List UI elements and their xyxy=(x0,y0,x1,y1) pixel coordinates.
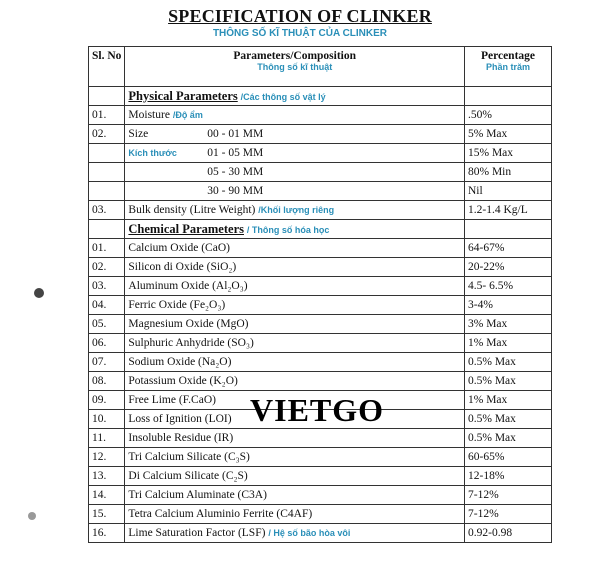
row-parameter: Calcium Oxide (CaO) xyxy=(125,239,465,258)
row-parameter: Silicon di Oxide (SiO₂) xyxy=(125,258,465,277)
header-parameters xyxy=(125,47,465,87)
header-percentage-label: Percentage xyxy=(480,50,536,62)
size-range: 00 - 01 MM xyxy=(207,128,264,140)
row-value: 7-12% xyxy=(465,505,552,524)
row-no: 15. xyxy=(89,505,125,524)
row-value: 3% Max xyxy=(465,315,552,334)
table-row xyxy=(89,353,552,372)
header-percentage xyxy=(465,47,552,87)
table-row xyxy=(89,239,552,258)
row-value: 12-18% xyxy=(465,467,552,486)
empty-cell xyxy=(89,182,125,201)
row-value: 3-4% xyxy=(465,296,552,315)
table-row-size xyxy=(89,182,552,201)
table-row xyxy=(89,467,552,486)
row-parameter: Magnesium Oxide (MgO) xyxy=(125,315,465,334)
size-range: 05 - 30 MM xyxy=(207,166,264,178)
document-subtitle: THÔNG SỐ KĨ THUẬT CỦA CLINKER xyxy=(212,28,388,39)
row-no: 06. xyxy=(89,334,125,353)
row-value: 1% Max xyxy=(465,391,552,410)
row-no: 12. xyxy=(89,448,125,467)
row-value: 0.92-0.98 xyxy=(465,524,552,543)
row-no: 02. xyxy=(89,258,125,277)
section-row-chemical xyxy=(89,220,552,239)
vietgo-watermark: VIETGO xyxy=(250,392,385,428)
row-parameter xyxy=(125,144,465,163)
size-range: 30 - 90 MM xyxy=(207,185,264,197)
row-parameter: Di Calcium Silicate (C₂S) xyxy=(125,467,465,486)
header-parameters-vn: Thông số kĩ thuật xyxy=(257,62,333,72)
row-value: 5% Max xyxy=(465,125,552,144)
header-sl-no: Sl. No xyxy=(89,47,125,87)
physical-section-title-cell xyxy=(125,87,465,106)
row-parameter xyxy=(125,163,465,182)
table-row xyxy=(89,296,552,315)
row-parameter-label: Bulk density (Litre Weight) xyxy=(128,204,256,216)
table-row xyxy=(89,315,552,334)
row-parameter-vn: /Độ ẩm xyxy=(172,110,203,120)
row-no: 11. xyxy=(89,429,125,448)
row-parameter-label: Moisture xyxy=(128,109,170,121)
header-percentage-vn: Phần trăm xyxy=(485,62,530,72)
row-parameter-label: Size xyxy=(128,128,149,140)
row-value: 60-65% xyxy=(465,448,552,467)
row-no: 13. xyxy=(89,467,125,486)
table-row xyxy=(89,372,552,391)
empty-cell xyxy=(89,144,125,163)
row-parameter: Ferric Oxide (Fe₂O₃) xyxy=(125,296,465,315)
row-parameter: Sodium Oxide (Na₂O) xyxy=(125,353,465,372)
table-row-size xyxy=(89,125,552,144)
row-value: 0.5% Max xyxy=(465,429,552,448)
document-title: SPECIFICATION OF CLINKER xyxy=(168,6,432,26)
row-parameter-label: Lime Saturation Factor (LSF) xyxy=(128,527,266,539)
row-parameter: Tetra Calcium Aluminio Ferrite (C4AF) xyxy=(125,505,465,524)
chemical-section-title-cell xyxy=(125,220,465,239)
empty-cell xyxy=(89,220,125,239)
row-value: 7-12% xyxy=(465,486,552,505)
table-row-lsf xyxy=(89,524,552,543)
row-parameter: Sulphuric Anhydride (SO₃) xyxy=(125,334,465,353)
row-parameter: Tri Calcium Silicate (C₃S) xyxy=(125,448,465,467)
row-value: 64-67% xyxy=(465,239,552,258)
header-parameters-label: Parameters/Composition xyxy=(233,50,357,62)
size-range: 01 - 05 MM xyxy=(207,147,264,159)
table-row xyxy=(89,429,552,448)
empty-cell xyxy=(89,163,125,182)
row-no: 03. xyxy=(89,277,125,296)
row-no: 07. xyxy=(89,353,125,372)
chemical-section-title-vn: / Thông số hóa học xyxy=(246,224,330,235)
table-row xyxy=(89,486,552,505)
table-row-moisture xyxy=(89,106,552,125)
empty-cell xyxy=(465,220,552,239)
row-no: 04. xyxy=(89,296,125,315)
row-parameter: Aluminum Oxide (Al₂O₃) xyxy=(125,277,465,296)
table-row xyxy=(89,334,552,353)
table-row-size xyxy=(89,163,552,182)
table-row xyxy=(89,277,552,296)
table-header-row xyxy=(89,47,552,87)
row-value: Nil xyxy=(465,182,552,201)
row-parameter: Loss of Ignition (LOI) xyxy=(125,410,465,429)
row-parameter xyxy=(125,524,465,543)
section-row-physical xyxy=(89,87,552,106)
row-value: 0.5% Max xyxy=(465,410,552,429)
spec-table xyxy=(88,46,552,543)
table-row xyxy=(89,505,552,524)
row-parameter: Potassium Oxide (K₂O) xyxy=(125,372,465,391)
row-no: 14. xyxy=(89,486,125,505)
table-row-size xyxy=(89,144,552,163)
row-value: 0.5% Max xyxy=(465,353,552,372)
row-value: 20-22% xyxy=(465,258,552,277)
row-parameter-vn: Kích thước xyxy=(128,148,177,158)
punch-hole-mark xyxy=(28,512,36,520)
physical-section-title: Physical Parameters xyxy=(128,88,238,103)
row-value: 80% Min xyxy=(465,163,552,182)
row-parameter xyxy=(125,106,465,125)
row-value: 1% Max xyxy=(465,334,552,353)
row-value: 1.2-1.4 Kg/L xyxy=(465,201,552,220)
row-value: 0.5% Max xyxy=(465,372,552,391)
row-value: 4.5- 6.5% xyxy=(465,277,552,296)
empty-cell xyxy=(465,87,552,106)
row-no: 16. xyxy=(89,524,125,543)
physical-section-title-vn: /Các thông số vật lý xyxy=(240,91,326,102)
row-no: 08. xyxy=(89,372,125,391)
row-parameter: Tri Calcium Aluminate (C3A) xyxy=(125,486,465,505)
row-no: 01. xyxy=(89,239,125,258)
row-value: .50% xyxy=(465,106,552,125)
row-parameter xyxy=(125,201,465,220)
row-parameter: Free Lime (F.CaO) xyxy=(125,391,465,410)
row-no: 03. xyxy=(89,201,125,220)
row-no: 01. xyxy=(89,106,125,125)
row-parameter xyxy=(125,182,465,201)
row-parameter xyxy=(125,125,465,144)
row-value: 15% Max xyxy=(465,144,552,163)
row-no: 05. xyxy=(89,315,125,334)
table-row xyxy=(89,258,552,277)
table-row xyxy=(89,448,552,467)
chemical-section-title: Chemical Parameters xyxy=(128,221,244,236)
row-parameter-vn: / Hệ số bão hòa vôi xyxy=(268,528,351,538)
empty-cell xyxy=(89,87,125,106)
row-no: 02. xyxy=(89,125,125,144)
row-parameter: Insoluble Residue (IR) xyxy=(125,429,465,448)
table-row-bulk-density xyxy=(89,201,552,220)
row-no: 10. xyxy=(89,410,125,429)
punch-hole-mark xyxy=(34,288,44,298)
row-parameter-vn: /Khối lượng riêng xyxy=(258,205,335,215)
row-no: 09. xyxy=(89,391,125,410)
